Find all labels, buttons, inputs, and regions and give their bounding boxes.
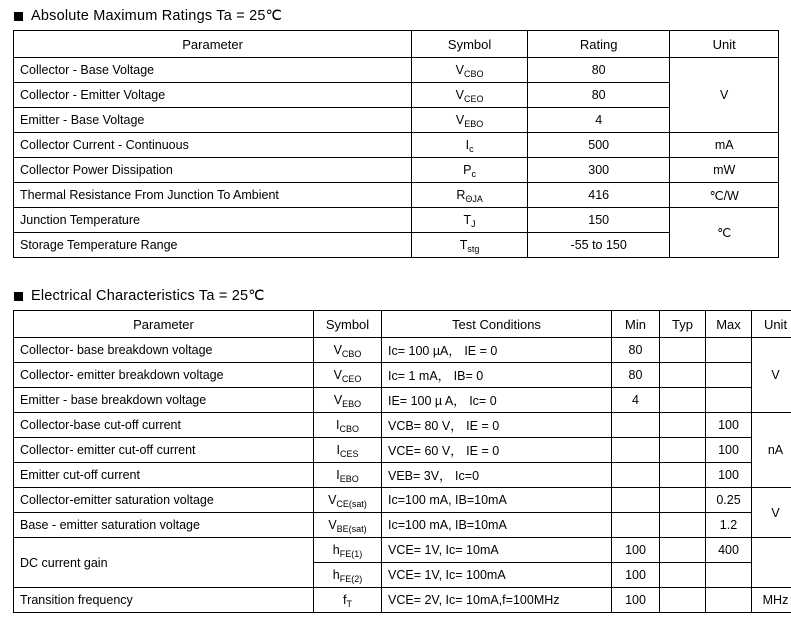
column-header-max: Max [706,311,752,338]
symbol-main: I [465,138,470,152]
symbol-sub: FE(2) [339,574,363,584]
column-header-symbol: Symbol [314,311,382,338]
symbol-sub: CES [339,449,359,459]
symbol-main: I [336,443,340,457]
cell-test-conditions: Ic= 100 µA， IE = 0 [382,338,612,363]
symbol-sub: ΘJA [465,194,483,204]
cell-symbol [314,463,382,488]
cell-symbol [314,413,382,438]
cell-typ [660,438,706,463]
cell-symbol [412,83,528,108]
cell-symbol [412,233,528,258]
cell-parameter: Collector - Emitter Voltage [14,83,412,108]
cell-typ [660,488,706,513]
symbol-main: P [463,163,472,177]
symbol-main: T [459,238,468,252]
cell-rating: 500 [528,133,670,158]
cell-max: 0.25 [706,488,752,513]
symbol-sub: c [469,144,474,154]
symbol-sub: stg [467,244,480,254]
section-title-electrical-characteristics [14,288,781,304]
cell-symbol [314,563,382,588]
symbol-main: V [455,113,465,127]
cell-parameter: Collector Power Dissipation [14,158,412,183]
cell-min [612,488,660,513]
cell-unit: V [670,58,779,133]
cell-typ [660,588,706,613]
cell-unit: mA [670,133,779,158]
cell-parameter: Storage Temperature Range [14,233,412,258]
cell-test-conditions: Ic=100 mA, IB=10mA [382,488,612,513]
cell-symbol [412,133,528,158]
symbol-main: I [336,418,340,432]
section-title-text: Absolute Maximum Ratings Ta = 25℃ [31,8,283,24]
cell-rating: -55 to 150 [528,233,670,258]
table-row [14,488,791,513]
cell-unit: ℃ [670,208,779,258]
section-title-absolute-maximum-ratings [14,8,781,24]
cell-min [612,413,660,438]
table-row [14,133,779,158]
symbol-sub: J [471,219,476,229]
symbol-sub: EBO [339,474,359,484]
symbol-main: V [333,343,342,357]
column-header-min: Min [612,311,660,338]
symbol-sub: EBO [342,399,362,409]
cell-max [706,588,752,613]
cell-rating: 416 [528,183,670,208]
symbol-sub: BE(sat) [336,524,367,534]
cell-parameter: DC current gain [14,538,314,588]
cell-parameter: Collector Current - Continuous [14,133,412,158]
symbol-main: V [333,393,343,407]
symbol-main: V [455,63,464,77]
symbol-sub: CBO [341,349,362,359]
table-row [14,108,779,133]
column-header-parameter: Parameter [14,311,314,338]
cell-parameter: Thermal Resistance From Junction To Ambient [14,183,412,208]
cell-parameter: Collector-base cut-off current [14,413,314,438]
bullet-square-icon [14,292,23,301]
cell-symbol [412,158,528,183]
cell-unit: V [752,488,791,538]
cell-test-conditions: VCB= 80 V， IE = 0 [382,413,612,438]
cell-parameter: Emitter - Base Voltage [14,108,412,133]
column-header-unit: Unit [752,311,791,338]
table-row [14,513,791,538]
cell-min: 80 [612,363,660,388]
symbol-sub: CEO [464,94,484,104]
table-header-row [14,311,791,338]
cell-parameter: Collector- emitter cut-off current [14,438,314,463]
cell-parameter: Emitter cut-off current [14,463,314,488]
symbol-main: V [328,518,337,532]
table-row [14,413,791,438]
cell-max [706,363,752,388]
symbol-sub: T [346,599,352,609]
cell-symbol [412,108,528,133]
cell-min: 4 [612,388,660,413]
column-header-parameter: Parameter [14,31,412,58]
cell-max [706,388,752,413]
cell-symbol [314,488,382,513]
cell-typ [660,538,706,563]
table-row [14,463,791,488]
cell-typ [660,363,706,388]
cell-parameter: Base - emitter saturation voltage [14,513,314,538]
cell-test-conditions: IE= 100 µ A， Ic= 0 [382,388,612,413]
cell-typ [660,413,706,438]
column-header-test-conditions: Test Conditions [382,311,612,338]
cell-symbol [314,363,382,388]
cell-rating: 300 [528,158,670,183]
cell-min: 100 [612,563,660,588]
cell-test-conditions: VEB= 3V， Ic=0 [382,463,612,488]
cell-symbol [412,183,528,208]
cell-symbol [314,538,382,563]
cell-test-conditions: Ic= 1 mA， IB= 0 [382,363,612,388]
cell-symbol [314,513,382,538]
table-row [14,363,791,388]
symbol-main: f [343,593,347,607]
cell-parameter: Collector- emitter breakdown voltage [14,363,314,388]
cell-test-conditions: VCE= 60 V， IE = 0 [382,438,612,463]
column-header-symbol: Symbol [412,31,528,58]
symbol-sub: CBO [464,69,484,79]
table-row [14,183,779,208]
cell-symbol [412,208,528,233]
section-title-text: Electrical Characteristics Ta = 25℃ [31,288,265,304]
absolute-maximum-ratings-table [13,30,779,258]
cell-test-conditions: VCE= 1V, Ic= 100mA [382,563,612,588]
cell-symbol [314,388,382,413]
symbol-sub: FE(1) [339,549,363,559]
table-row [14,233,779,258]
cell-min: 80 [612,338,660,363]
electrical-characteristics-table [13,310,791,613]
cell-unit: nA [752,413,791,488]
cell-max: 400 [706,538,752,563]
cell-parameter: Collector- base breakdown voltage [14,338,314,363]
symbol-main: h [332,568,340,582]
symbol-main: R [456,188,466,202]
table-row [14,58,779,83]
cell-typ [660,563,706,588]
cell-max: 100 [706,438,752,463]
cell-typ [660,338,706,363]
cell-rating: 80 [528,58,670,83]
cell-test-conditions: VCE= 2V, Ic= 10mA,f=100MHz [382,588,612,613]
cell-rating: 80 [528,83,670,108]
symbol-main: h [332,543,340,557]
cell-test-conditions: VCE= 1V, Ic= 10mA [382,538,612,563]
cell-parameter: Collector-emitter saturation voltage [14,488,314,513]
table-row [14,338,791,363]
symbol-sub: CBO [339,424,359,434]
table-header-row [14,31,779,58]
cell-unit: ℃/W [670,183,779,208]
table-row [14,588,791,613]
cell-typ [660,388,706,413]
symbol-main: V [328,493,337,507]
symbol-sub: CEO [341,374,362,384]
table-row [14,538,791,563]
symbol-main: T [463,213,472,227]
symbol-sub: CE(sat) [336,499,367,509]
cell-unit: mW [670,158,779,183]
table-row [14,438,791,463]
symbol-sub: EBO [464,119,484,129]
cell-rating: 4 [528,108,670,133]
cell-max: 100 [706,413,752,438]
column-header-rating: Rating [528,31,670,58]
cell-max: 1.2 [706,513,752,538]
cell-unit: MHz [752,588,791,613]
symbol-main: V [455,88,464,102]
cell-unit [752,538,791,588]
cell-typ [660,513,706,538]
cell-min [612,513,660,538]
cell-unit: V [752,338,791,413]
symbol-sub: c [471,169,476,179]
cell-max [706,563,752,588]
cell-parameter: Emitter - base breakdown voltage [14,388,314,413]
cell-max [706,338,752,363]
table-row [14,208,779,233]
cell-min: 100 [612,588,660,613]
column-header-typ: Typ [660,311,706,338]
cell-parameter: Collector - Base Voltage [14,58,412,83]
cell-typ [660,463,706,488]
cell-rating: 150 [528,208,670,233]
table-row [14,83,779,108]
symbol-main: I [336,468,340,482]
column-header-unit: Unit [670,31,779,58]
cell-min [612,438,660,463]
cell-symbol [314,338,382,363]
cell-min [612,463,660,488]
cell-symbol [412,58,528,83]
cell-symbol [314,438,382,463]
cell-parameter: Transition frequency [14,588,314,613]
section-spacer [10,258,781,286]
table-row [14,158,779,183]
cell-symbol [314,588,382,613]
cell-parameter: Junction Temperature [14,208,412,233]
bullet-square-icon [14,12,23,21]
table-row [14,388,791,413]
cell-max: 100 [706,463,752,488]
cell-test-conditions: Ic=100 mA, IB=10mA [382,513,612,538]
cell-min: 100 [612,538,660,563]
symbol-main: V [333,368,342,382]
